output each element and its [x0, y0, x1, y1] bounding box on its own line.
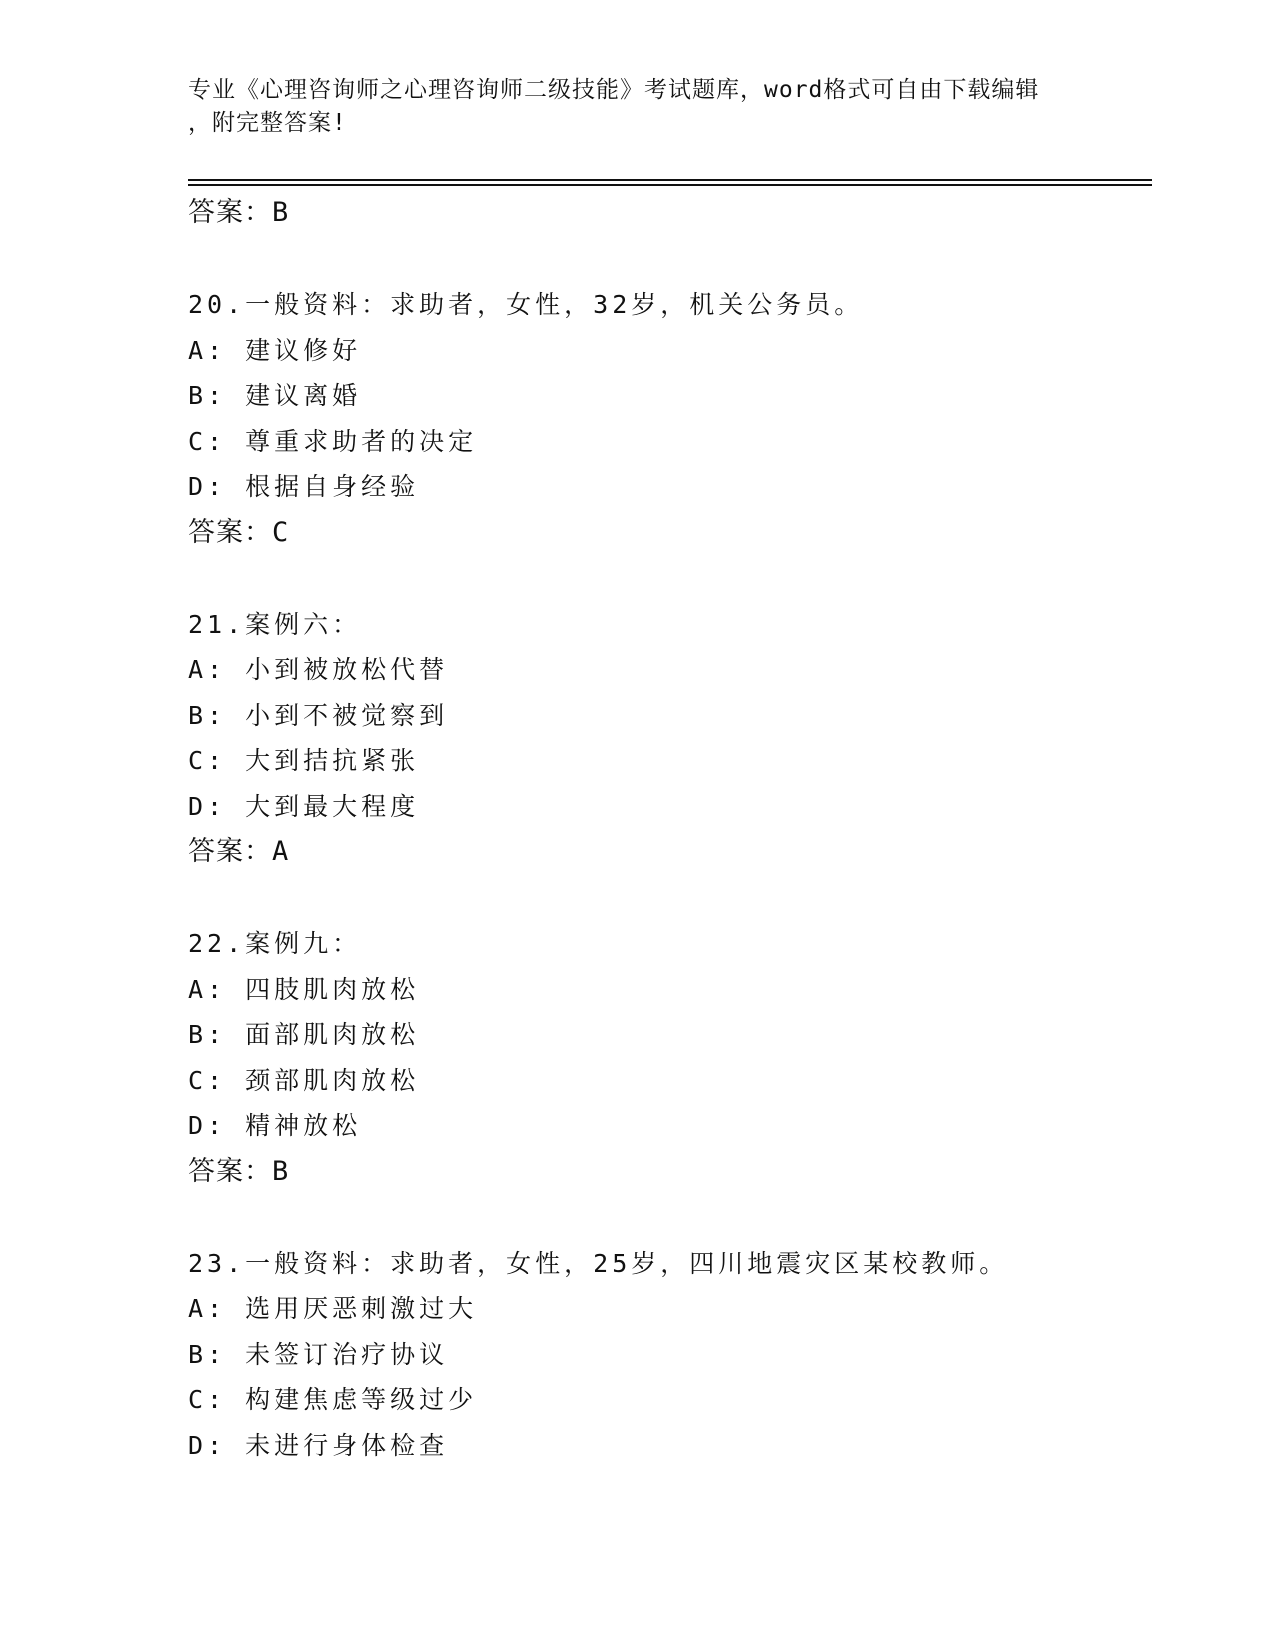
option-d: D: 根据自身经验 [188, 472, 420, 501]
header-divider-bottom [188, 184, 1152, 186]
question-item [188, 602, 1152, 876]
question-item [188, 1241, 1152, 1469]
option-a: A: 四肢肌肉放松 [188, 974, 420, 1004]
option-b: B: 面部肌肉放松 [188, 1020, 420, 1049]
header-line-1: 专业《心理咨询师之心理咨询师二级技能》考试题库，word格式可自由下载编辑 [188, 77, 1040, 103]
question-stem: 21.案例六： [188, 609, 362, 639]
question-stem: 23.一般资料：求助者，女性，25岁，四川地震灾区某校教师。 [188, 1248, 1009, 1278]
option-c: C: 颈部肌肉放松 [188, 1065, 420, 1095]
question-item [188, 282, 1152, 556]
header-divider-top [188, 179, 1152, 181]
spacer [188, 1195, 1152, 1241]
question-item [188, 921, 1152, 1195]
option-a: A: 选用厌恶刺激过大 [188, 1294, 478, 1323]
option-d: D: 大到最大程度 [188, 791, 420, 821]
option-c: C: 构建焦虑等级过少 [188, 1385, 478, 1414]
option-b: B: 建议离婚 [188, 381, 362, 410]
spacer [188, 236, 1152, 282]
option-b: B: 小到不被觉察到 [188, 700, 449, 730]
question-list [188, 190, 1152, 1468]
answer-line: 答案：C [188, 516, 290, 548]
spacer [188, 556, 1152, 602]
question-stem: 20.一般资料：求助者，女性，32岁，机关公务员。 [188, 290, 864, 319]
answer-line: 答案：A [188, 836, 290, 867]
header-line-2: ，附完整答案! [188, 110, 347, 136]
spacer [188, 875, 1152, 921]
answer-line: 答案：B [188, 197, 290, 228]
document-header [188, 74, 1068, 140]
option-c: C: 尊重求助者的决定 [188, 426, 478, 456]
option-c: C: 大到拮抗紧张 [188, 746, 420, 775]
option-d: D: 精神放松 [188, 1111, 362, 1140]
question-stem: 22.案例九： [188, 929, 362, 958]
option-a: A: 建议修好 [188, 335, 362, 365]
option-d: D: 未进行身体检查 [188, 1430, 449, 1460]
option-b: B: 未签订治疗协议 [188, 1339, 449, 1369]
answer-line: 答案：B [188, 1155, 290, 1187]
option-a: A: 小到被放松代替 [188, 655, 449, 684]
